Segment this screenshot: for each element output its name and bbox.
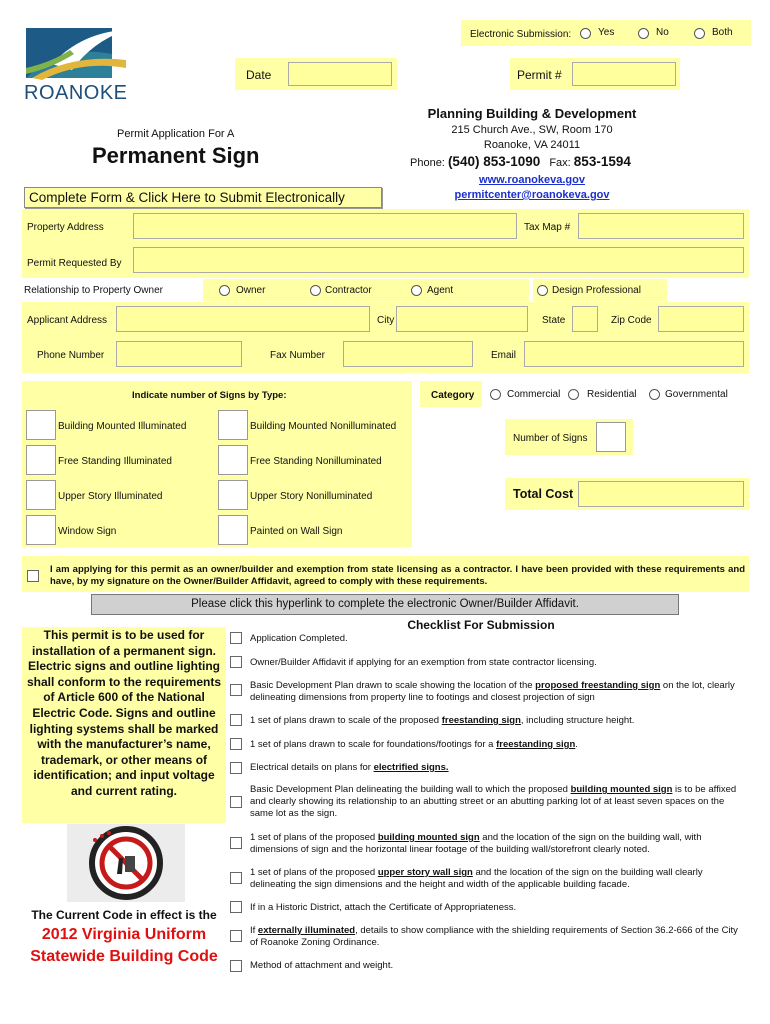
address-line-2: Roanoke, VA 24011 bbox=[483, 139, 581, 151]
radio-both[interactable] bbox=[694, 28, 705, 39]
checklist-checkbox[interactable] bbox=[230, 762, 242, 774]
checklist-emphasis: freestanding sign bbox=[441, 715, 521, 726]
sign-type-label: Building Mounted Nonilluminated bbox=[250, 421, 397, 432]
sign-type-label: Building Mounted Illuminated bbox=[58, 421, 187, 432]
phone-number-label: Phone Number bbox=[37, 350, 105, 361]
sign-type-label: Upper Story Illuminated bbox=[58, 491, 163, 502]
phone-fax-line bbox=[410, 154, 670, 169]
sign-type-label: Window Sign bbox=[58, 526, 117, 537]
phone-label: Phone: bbox=[410, 157, 445, 169]
checklist-text: Basic Development Plan drawn to scale showing the location of the bbox=[250, 680, 536, 691]
number-of-signs-label: Number of Signs bbox=[513, 433, 588, 444]
safe-building-codes-seal bbox=[67, 824, 185, 902]
radio-agent[interactable] bbox=[411, 285, 422, 296]
number-of-signs-field[interactable] bbox=[596, 422, 626, 452]
checklist-text: 1 set of plans drawn to scale for foundations/footings for a bbox=[250, 739, 497, 750]
checklist-text: , details to show compliance with the shielding requirements of Section 36.2-666 of the City of Roanoke Zoning Ordinance. bbox=[250, 925, 738, 948]
checklist-emphasis: upper story wall sign bbox=[377, 867, 473, 878]
checklist-text: If bbox=[250, 925, 258, 936]
building-code-seal-icon bbox=[67, 824, 185, 902]
radio-owner-label: Owner bbox=[236, 285, 266, 296]
count-upper-story-nonilluminated[interactable] bbox=[218, 480, 248, 510]
phone-number: (540) 853-1090 bbox=[447, 154, 541, 169]
checklist-checkbox[interactable] bbox=[230, 738, 242, 750]
city-field[interactable] bbox=[396, 306, 528, 332]
radio-both-label: Both bbox=[712, 27, 733, 38]
property-address-label: Property Address bbox=[27, 222, 104, 233]
checklist-checkbox[interactable] bbox=[230, 796, 242, 808]
checklist-title: Checklist For Submission bbox=[407, 618, 555, 632]
checklist-emphasis: building mounted sign bbox=[377, 832, 480, 843]
current-code-name: 2012 Virginia Uniform Statewide Building Code bbox=[30, 926, 218, 965]
checklist-checkbox[interactable] bbox=[230, 656, 242, 668]
checklist-emphasis: externally illuminated bbox=[257, 925, 356, 936]
sign-type-label: Upper Story Nonilluminated bbox=[250, 491, 373, 502]
radio-yes[interactable] bbox=[580, 28, 591, 39]
checklist-text: and the location of the sign on the building wall, with dimensions of sign and the horizontal linear footage of the building wall/storefront clearly noted. bbox=[250, 832, 702, 855]
count-free-standing-illuminated[interactable] bbox=[26, 445, 56, 475]
radio-contractor[interactable] bbox=[310, 285, 321, 296]
date-field[interactable] bbox=[288, 62, 392, 86]
permit-app-for: Permit Application For A bbox=[117, 128, 235, 140]
logo-wordmark: ROANOKE bbox=[24, 82, 128, 104]
checklist-emphasis: freestanding sign bbox=[496, 739, 576, 750]
fax-number-field[interactable] bbox=[343, 341, 473, 367]
checklist-text: 1 set of plans of the proposed bbox=[250, 867, 378, 878]
roanoke-logo-icon bbox=[22, 24, 134, 84]
checklist-text: , including structure height. bbox=[520, 715, 635, 726]
count-free-standing-nonilluminated[interactable] bbox=[218, 445, 248, 475]
city-label: City bbox=[377, 315, 395, 326]
electronic-submission-label: Electronic Submission: bbox=[470, 29, 572, 40]
state-field[interactable] bbox=[572, 306, 598, 332]
checklist-text: Method of attachment and weight. bbox=[250, 960, 394, 971]
radio-yes-label: Yes bbox=[598, 27, 615, 38]
radio-no-label: No bbox=[656, 27, 669, 38]
checklist-text: . bbox=[575, 739, 578, 750]
checklist-text: Electrical details on plans for bbox=[250, 762, 374, 773]
checklist-item bbox=[250, 784, 740, 820]
current-code-intro: The Current Code in effect is the bbox=[31, 908, 217, 922]
checklist-item bbox=[250, 633, 740, 645]
checklist-text: is to be affixed and clearly showing its relationship to an abutting street or an abutting parking lot of at least seven spaces on the same lot as the sign. bbox=[250, 784, 737, 819]
checklist-item bbox=[250, 657, 740, 669]
category-label: Category bbox=[431, 390, 475, 401]
checklist-text: 1 set of plans drawn to scale of the proposed bbox=[250, 715, 442, 726]
sign-type-label: Free Standing Nonilluminated bbox=[250, 456, 382, 467]
permit-requested-by-field[interactable] bbox=[133, 247, 744, 273]
affidavit-statement: I am applying for this permit as an owner/builder and exemption from state licensing as a contractor. I have been provided with these requirements and have, by my signature on the Owner/Builder Affidavit, agreed to comply with these requirements. bbox=[50, 564, 745, 587]
checklist-item bbox=[250, 762, 740, 774]
radio-commercial[interactable] bbox=[490, 389, 501, 400]
checklist-checkbox[interactable] bbox=[230, 901, 242, 913]
checklist-item bbox=[250, 925, 740, 949]
radio-owner[interactable] bbox=[219, 285, 230, 296]
checklist-item bbox=[250, 680, 740, 704]
applicant-address-label: Applicant Address bbox=[27, 315, 108, 326]
radio-contractor-label: Contractor bbox=[325, 285, 372, 296]
state-label: State bbox=[542, 315, 566, 326]
submit-electronically-button[interactable]: Complete Form & Click Here to Submit Electronically bbox=[24, 187, 382, 208]
email-label: Email bbox=[491, 350, 517, 361]
fax-number-label: Fax Number bbox=[270, 350, 326, 361]
count-building-mounted-illuminated[interactable] bbox=[26, 410, 56, 440]
website-link[interactable]: www.roanokeva.gov bbox=[479, 174, 585, 186]
radio-design-professional[interactable] bbox=[537, 285, 548, 296]
checklist-emphasis: building mounted sign bbox=[570, 784, 673, 795]
checklist-checkbox[interactable] bbox=[230, 872, 242, 884]
fax-label: Fax: bbox=[549, 157, 571, 169]
phone-number-field[interactable] bbox=[116, 341, 242, 367]
radio-commercial-label: Commercial bbox=[507, 389, 561, 400]
checklist-checkbox[interactable] bbox=[230, 930, 242, 942]
checklist-item bbox=[250, 867, 740, 891]
checklist-item bbox=[250, 832, 740, 856]
affidavit-checkbox[interactable] bbox=[27, 570, 39, 582]
radio-residential-label: Residential bbox=[587, 389, 637, 400]
checklist-text: on the lot, clearly delineating dimensions from property line to footings and closest projection of sign bbox=[250, 680, 735, 703]
checklist-text: 1 set of plans of the proposed bbox=[250, 832, 378, 843]
checklist-item bbox=[250, 715, 740, 727]
checklist-emphasis: proposed freestanding sign bbox=[535, 680, 661, 691]
radio-governmental[interactable] bbox=[649, 389, 660, 400]
sign-type-label: Painted on Wall Sign bbox=[250, 526, 343, 537]
count-painted-wall-sign[interactable] bbox=[218, 515, 248, 545]
zip-field[interactable] bbox=[658, 306, 744, 332]
applicant-address-field[interactable] bbox=[116, 306, 370, 332]
radio-agent-label: Agent bbox=[427, 285, 454, 296]
department-name: Planning Building & Development bbox=[427, 106, 637, 121]
checklist-item bbox=[250, 960, 740, 972]
fax-number: 853-1594 bbox=[573, 154, 631, 169]
radio-residential[interactable] bbox=[568, 389, 579, 400]
checklist-emphasis: electrified signs. bbox=[373, 762, 449, 773]
tax-map-label: Tax Map # bbox=[524, 222, 571, 233]
radio-design-professional-label: Design Professional bbox=[552, 285, 641, 296]
checklist-item bbox=[250, 739, 740, 751]
date-label: Date bbox=[246, 68, 272, 82]
zip-label: Zip Code bbox=[611, 315, 652, 326]
address-line-1: 215 Church Ave., SW, Room 170 bbox=[451, 124, 613, 136]
notice-text: This permit is to be used for installation of a permanent sign. Electric signs and outline lighting shall conform to the requirements of Article 600 of the National Electric Code. Signs and outline lighting systems shall be marked with the manufacturer’s name, trademark, or other means of identification; and input voltage and current rating. bbox=[26, 628, 222, 798]
checklist-text: and the location of the sign on the building wall clearly delineating the sign dimensions and the height and width of the applicable building facade. bbox=[250, 867, 703, 890]
roanoke-logo bbox=[22, 24, 134, 104]
page-title: Permanent Sign bbox=[92, 143, 260, 168]
total-cost-field[interactable] bbox=[578, 481, 744, 507]
count-building-mounted-nonilluminated[interactable] bbox=[218, 410, 248, 440]
checklist-item bbox=[250, 902, 740, 914]
radio-governmental-label: Governmental bbox=[665, 389, 728, 400]
checklist-text: Application Completed. bbox=[250, 633, 348, 644]
relationship-label: Relationship to Property Owner bbox=[24, 285, 163, 296]
radio-no[interactable] bbox=[638, 28, 649, 39]
permit-number-field[interactable] bbox=[572, 62, 676, 86]
checklist-checkbox[interactable] bbox=[230, 837, 242, 849]
sign-types-heading: Indicate number of Signs by Type: bbox=[132, 390, 287, 401]
permit-number-label: Permit # bbox=[517, 68, 562, 82]
email-field[interactable] bbox=[524, 341, 744, 367]
count-upper-story-illuminated[interactable] bbox=[26, 480, 56, 510]
property-address-field[interactable] bbox=[133, 213, 517, 239]
email-link[interactable]: permitcenter@roanokeva.gov bbox=[454, 189, 610, 201]
checklist-checkbox[interactable] bbox=[230, 684, 242, 696]
checklist-checkbox[interactable] bbox=[230, 714, 242, 726]
checklist-checkbox[interactable] bbox=[230, 632, 242, 644]
checklist-text: Basic Development Plan delineating the building wall to which the proposed bbox=[250, 784, 571, 795]
sign-type-label: Free Standing Illuminated bbox=[58, 456, 172, 467]
tax-map-field[interactable] bbox=[578, 213, 744, 239]
checklist-checkbox[interactable] bbox=[230, 960, 242, 972]
checklist-text: Owner/Builder Affidavit if applying for an exemption from state contractor licensing. bbox=[250, 657, 597, 668]
permit-requested-by-label: Permit Requested By bbox=[27, 258, 122, 269]
count-window-sign[interactable] bbox=[26, 515, 56, 545]
total-cost-label: Total Cost bbox=[513, 487, 574, 501]
affidavit-hyperlink-button[interactable]: Please click this hyperlink to complete the electronic Owner/Builder Affidavit. bbox=[91, 594, 679, 615]
checklist-text: If in a Historic District, attach the Certificate of Appropriateness. bbox=[250, 902, 517, 913]
